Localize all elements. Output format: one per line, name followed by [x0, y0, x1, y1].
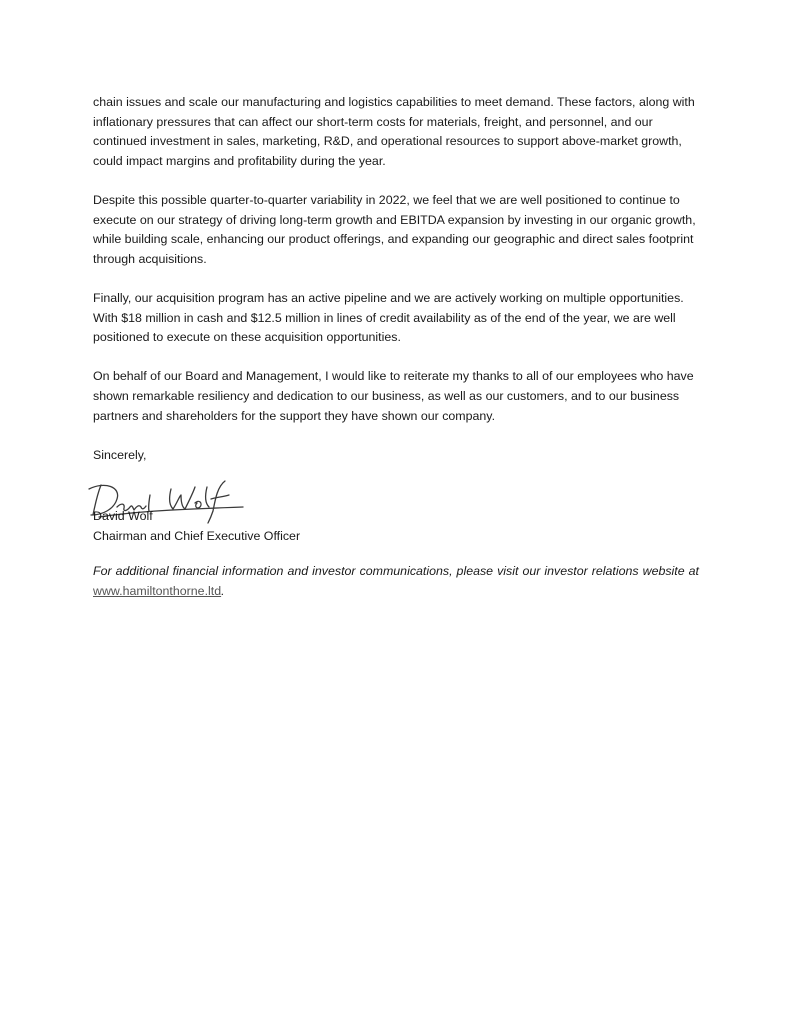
- paragraph-3: Finally, our acquisition program has an active pipeline and we are actively working on multiple opportunities. With $18 million in cash and $12.5 million in lines of credit availability as of the end of the year, we are well positioned to execute on these acquisition opportunities.: [93, 290, 684, 345]
- letter-body: [93, 93, 699, 602]
- signer-name: David Wolf: [93, 509, 153, 524]
- paragraph-1: chain issues and scale our manufacturing and logistics capabilities to meet demand. These factors, along with inflationary pressures that can affect our short-term costs for materials, freight, and personnel, and our continued investment in sales, marketing, R&D, and operational resources to support above-market growth, could impact margins and profitability during the year.: [93, 95, 695, 168]
- closing-salutation: Sincerely,: [93, 447, 147, 462]
- signer-title: Chairman and Chief Executive Officer: [93, 528, 301, 543]
- investor-relations-note: [93, 562, 699, 601]
- paragraph-2: Despite this possible quarter-to-quarter variability in 2022, we feel that we are well positioned to continue to execute on our strategy of driving long-term growth and EBITDA expansion by investing in our organic growth, while building scale, enhancing our product offerings, and expanding our geographic and direct sales footprint through acquisitions.: [93, 192, 696, 266]
- footnote-end: .: [221, 584, 225, 599]
- footnote-text: For additional financial information and investor communications, please visit our investor relations website at: [93, 564, 699, 579]
- investor-relations-link[interactable]: www.hamiltonthorne.ltd: [93, 584, 222, 599]
- paragraph-4: On behalf of our Board and Management, I would like to reiterate my thanks to all of our employees who have shown remarkable resiliency and dedication to our business, as well as our customers, and to our business partners and shareholders for the support they have shown our company.: [93, 369, 694, 423]
